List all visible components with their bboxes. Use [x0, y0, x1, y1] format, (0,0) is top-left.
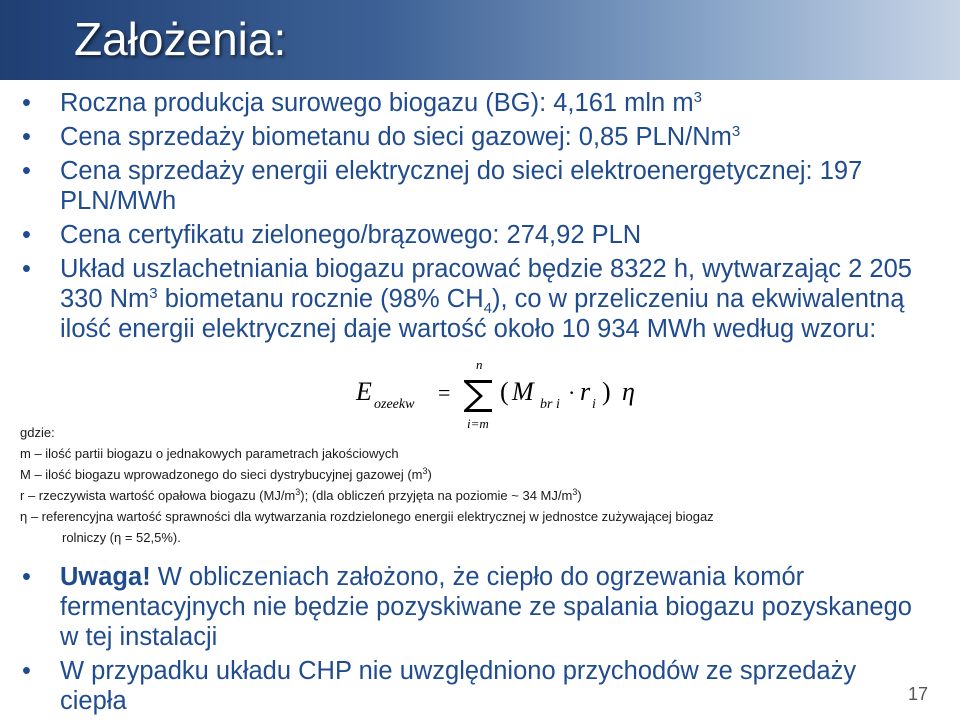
note-text: ): [427, 467, 432, 482]
bullet-icon: •: [22, 657, 31, 685]
formula-r: r: [580, 377, 591, 406]
list-item: [22, 156, 942, 216]
page-number: 17: [908, 684, 929, 704]
note-text: ); (dla obliczeń przyjęta na poziomie ~ 34 MJ/m: [300, 488, 573, 503]
slide-title: Założenia:: [74, 13, 287, 65]
superscript: 3: [731, 123, 741, 140]
note-eta-cont: rolniczy (η = 52,5%).: [62, 530, 181, 545]
list-item: [22, 562, 922, 652]
formula-r-sub: i: [592, 397, 596, 412]
list-item: [22, 122, 942, 152]
note-text: ): [577, 488, 582, 503]
bullet-icon: •: [22, 221, 31, 249]
notes-label: gdzie:: [20, 425, 55, 440]
bullet-icon: •: [22, 89, 31, 117]
superscript: 3: [149, 285, 158, 302]
warning-label: Uwaga!: [60, 563, 151, 591]
note-m: m – ilość partii biogazu o jednakowych parametrach jakościowych: [20, 446, 399, 461]
formula-close-paren: ): [602, 377, 611, 406]
list-item: [22, 220, 942, 250]
superscript: 3: [295, 487, 301, 497]
bullet-icon: •: [22, 255, 31, 283]
formula-sum-top: n: [476, 360, 483, 372]
formula-equals: =: [438, 380, 451, 405]
note-text: M – ilość biogazu wprowadzonego do sieci dystrybucyjnej gazowej (m: [20, 467, 423, 482]
subscript: 4: [483, 300, 492, 317]
bullet-text: biometanu rocznie (98% CH: [157, 285, 484, 313]
superscript: 3: [693, 89, 702, 106]
bullet-icon: •: [22, 123, 31, 151]
formula-M-sub: br i: [540, 397, 560, 412]
bullet-text: Cena sprzedaży biometanu do sieci gazowej: 0,85 PLN/Nm: [60, 123, 732, 151]
superscript: 3: [572, 487, 578, 497]
bullet-text: ), co w przeliczeniu na ekwiwalentną ilość energii elektrycznej daje wartość około 10 934 MWh według wzoru:: [60, 285, 905, 343]
bullet-icon: •: [22, 157, 31, 185]
bullet-icon: •: [22, 563, 31, 591]
bullet-text: W obliczeniach założono, że ciepło do ogrzewania komór fermentacyjnych nie będzie pozyskiwane ze spalania biogazu pozyskanego w tej instalacji: [60, 563, 912, 651]
remarks-list: [22, 562, 922, 720]
formula: [352, 360, 652, 430]
note-text: r – rzeczywista wartość opałowa biogazu (MJ/m: [20, 488, 296, 503]
formula-dot: ·: [568, 380, 576, 405]
formula-lhs: E: [356, 377, 372, 406]
formula-open-paren: (: [500, 377, 509, 406]
formula-eta: η: [622, 377, 635, 406]
bullet-text: Roczna produkcja surowego biogazu (BG): 4,161 mln m: [60, 89, 694, 117]
sum-icon: [464, 380, 492, 412]
bullet-text: W przypadku układu CHP nie uwzględniono przychodów ze sprzedaży ciepła: [60, 657, 857, 715]
superscript: 3: [422, 466, 428, 476]
formula-sum-bottom: i=m: [467, 416, 489, 430]
bullet-text: Cena certyfikatu zielonego/brązowego: 274,92 PLN: [60, 221, 642, 249]
assumptions-list: [22, 88, 942, 348]
note-eta: η – referencyjna wartość sprawności dla wytwarzania rozdzielonego energii elektrycznej w jednostce zużywającej biogaz: [20, 509, 714, 524]
bullet-text: Cena sprzedaży energii elektrycznej do sieci elektroenergetycznej: 197 PLN/MWh: [60, 157, 863, 215]
formula-lhs-sub: ozeekw: [374, 397, 415, 412]
bullet-text: Układ uszlachetniania biogazu pracować będzie 8322 h, wytwarzając 2 205 330 Nm: [60, 255, 912, 313]
note-r: [20, 485, 940, 506]
list-item: [22, 656, 922, 716]
list-item: [22, 254, 942, 344]
legend-notes: [20, 422, 940, 548]
list-item: [22, 88, 942, 118]
formula-M: M: [512, 377, 534, 406]
note-M: [20, 464, 940, 485]
